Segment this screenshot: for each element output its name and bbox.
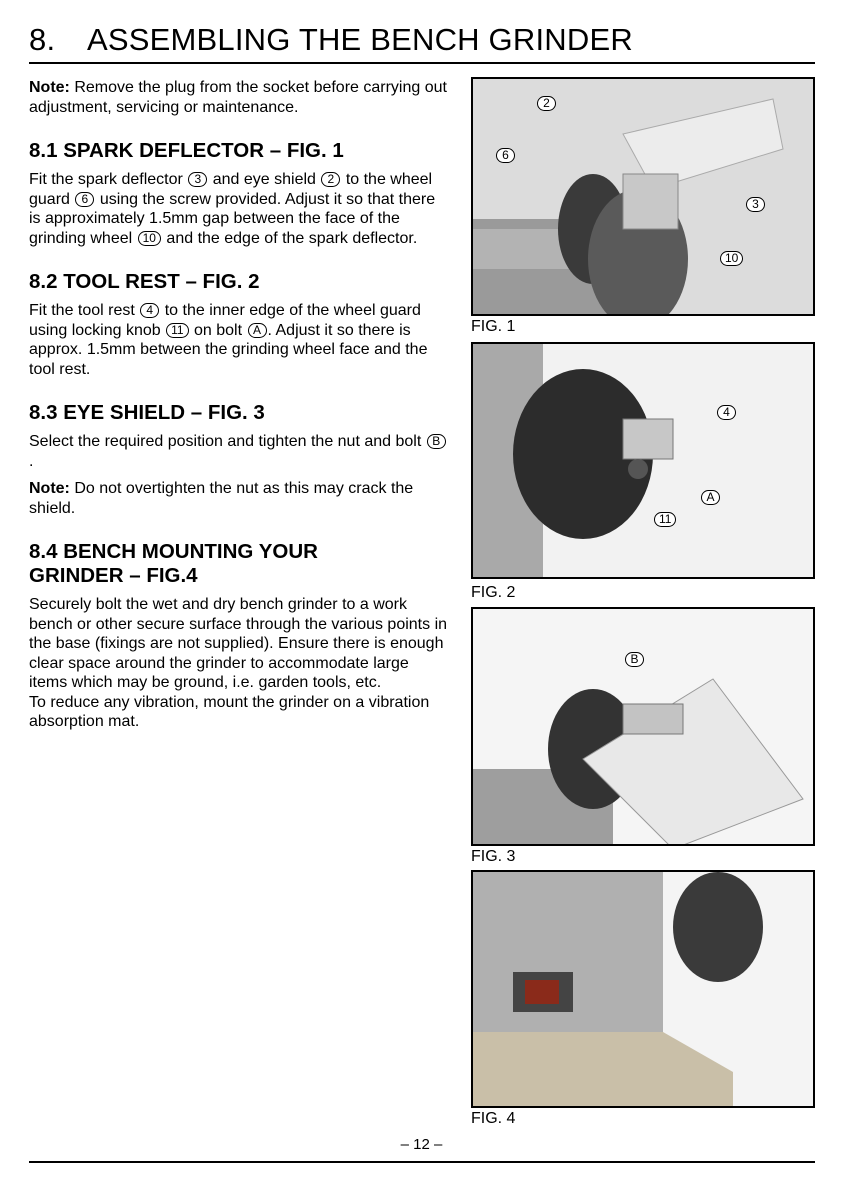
fig1-photo	[471, 77, 815, 316]
fig1-callout: 10	[720, 251, 743, 266]
fig1-caption: FIG. 1	[471, 318, 516, 335]
fig4-photo	[471, 870, 815, 1108]
fig3-caption: FIG. 3	[471, 848, 516, 865]
ref-badge: 3	[188, 172, 207, 187]
instructions-column	[29, 78, 449, 732]
fig1-callout: 6	[496, 148, 515, 163]
page-number: – 12 –	[400, 1136, 443, 1153]
heading-spark-deflector: 8.1 SPARK DEFLECTOR – FIG. 1	[29, 139, 344, 162]
vibration-paragraph: To reduce any vibration, mount the grinder on a vibration absorption mat.	[29, 693, 430, 730]
bench-mounting-paragraph: Securely bolt the wet and dry bench grinder to a work bench or other secure surface through the various points in the base (fixings are not supplied). Ensure there is enough clear space around the grinder to accommodate large items which may be ground, i.e. garden tools, etc.	[29, 596, 448, 691]
heading-tool-rest: 8.2 TOOL REST – FIG. 2	[29, 270, 260, 293]
intro-note: Note: Remove the plug from the socket before carrying out adjustment, servicing or maintenance.	[29, 79, 447, 116]
title-divider	[29, 62, 815, 64]
fig4-caption: FIG. 4	[471, 1110, 516, 1127]
fig2-callout: A	[701, 490, 720, 505]
ref-badge: 10	[138, 231, 161, 246]
eye-shield-paragraph: Select the required position and tighten the nut and bolt B.	[29, 432, 449, 471]
ref-badge: 2	[321, 172, 340, 187]
fig3-photo	[471, 607, 815, 846]
fig2-callout: 11	[654, 512, 676, 527]
heading-bench-mounting: 8.4 BENCH MOUNTING YOUR GRINDER – FIG.4	[29, 540, 318, 587]
ref-badge: 4	[140, 303, 159, 318]
tool-rest-paragraph: Fit the tool rest 4 to the inner edge of the wheel guard using locking knob 11 on bolt A . Adjust it so there is approx. 1.5mm between the grinding wheel face and the tool rest.	[29, 302, 428, 378]
page-title	[29, 22, 633, 58]
ref-badge: 6	[75, 192, 94, 207]
section-number: 8.	[29, 22, 56, 57]
section-title: ASSEMBLING THE BENCH GRINDER	[87, 22, 633, 57]
footer-divider	[29, 1161, 815, 1163]
ref-badge: 11	[166, 323, 188, 338]
fig2-callout: 4	[717, 405, 736, 420]
heading-eye-shield: 8.3 EYE SHIELD – FIG. 3	[29, 401, 265, 424]
spark-deflector-paragraph: Fit the spark deflector 3 and eye shield 2 to the wheel guard 6 using the screw provided. Adjust it so that there is approximately 1.5mm gap between the face of the grinding wheel 10 and the edge of the spark deflector.	[29, 171, 436, 247]
fig2-photo	[471, 342, 815, 579]
fig1-callout: 3	[746, 197, 765, 212]
ref-badge: B	[427, 434, 446, 449]
fig1-callout: 2	[537, 96, 556, 111]
fig2-caption: FIG. 2	[471, 584, 516, 601]
fig3-callout: B	[625, 652, 644, 667]
ref-badge: A	[248, 323, 267, 338]
eye-shield-note: Note: Do not overtighten the nut as this may crack the shield.	[29, 480, 414, 517]
